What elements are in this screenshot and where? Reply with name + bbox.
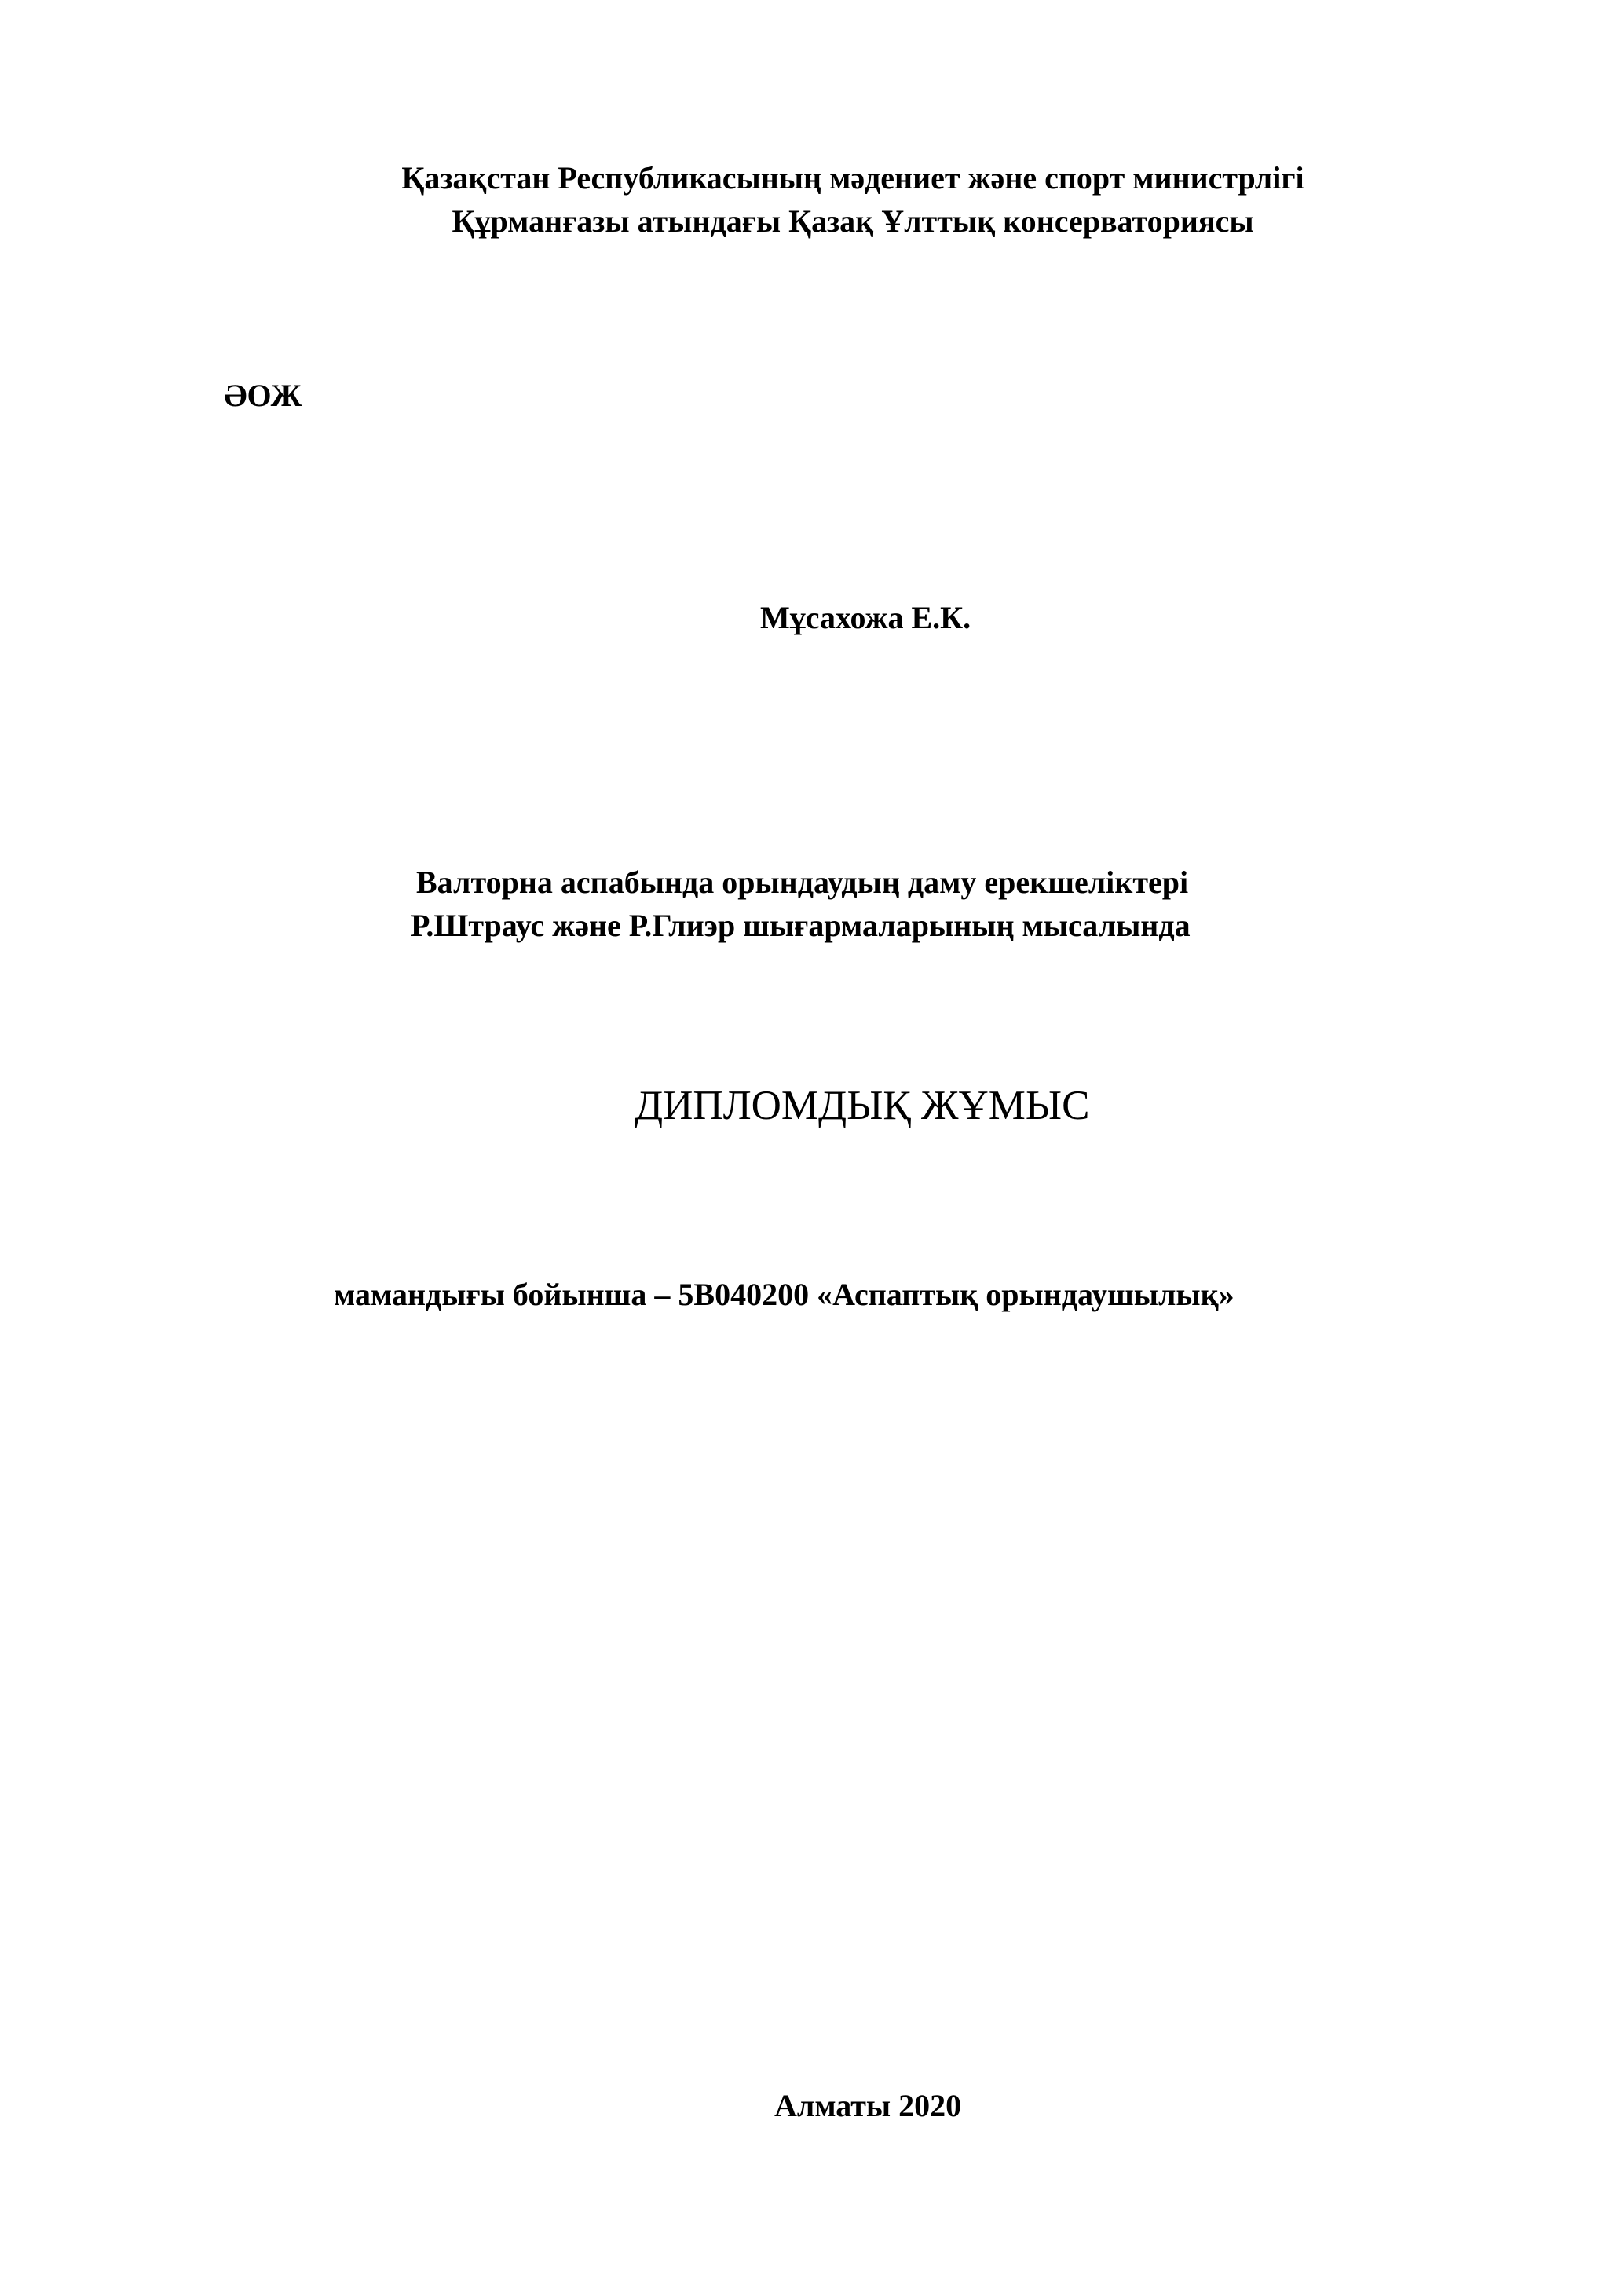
document-type-heading: ДИПЛОМДЫҚ ЖҰМЫС xyxy=(635,1083,1090,1128)
conservatory-heading: Құрманғазы атындағы Қазақ Ұлттық консерваториясы xyxy=(452,203,1254,239)
specialty-line: мамандығы бойынша – 5В040200 «Аспаптық орындаушылық» xyxy=(334,1277,1234,1312)
city-year: Алматы 2020 xyxy=(774,2088,962,2123)
udc-label: ӘОЖ xyxy=(224,378,302,413)
author-name: Мұсахожа Е.К. xyxy=(760,600,971,635)
thesis-title-line-2: Р.Штраус және Р.Глиэр шығармаларының мысалында xyxy=(411,908,1191,943)
ministry-heading: Қазақстан Республикасының мәдениет және спорт министрлігі xyxy=(401,160,1304,196)
thesis-title-line-1: Валторна аспабында орындаудың даму ерекшеліктері xyxy=(416,865,1189,900)
